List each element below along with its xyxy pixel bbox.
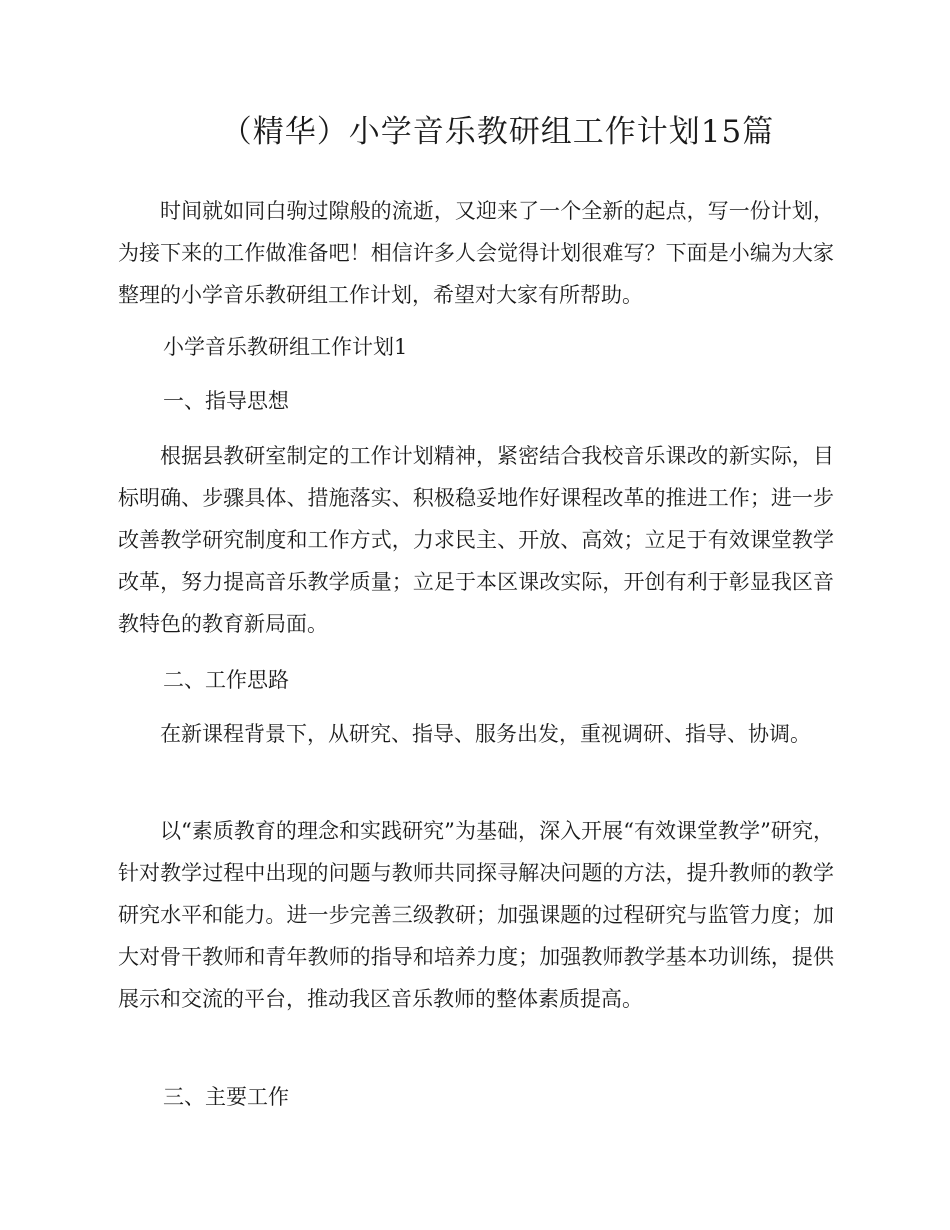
section1-paragraph: 根据县教研室制定的工作计划精神，紧密结合我校音乐课改的新实际，目标明确、步骤具体、措施落实、积极稳妥地作好课程改革的推进工作；进一步改善教学研究制度和工作方式，力求民主、开放、高效；立足于有效课堂教学改革，努力提高音乐教学质量；立足于本区课改实际，开创有利于彰显我区音教特色的教育新局面。 [118, 444, 834, 636]
section2-heading: 二、工作思路 [163, 668, 289, 692]
section1-heading: 一、指导思想 [163, 389, 289, 413]
section2-paragraph-2: 以“素质教育的理念和实践研究”为基础，深入开展“有效课堂教学”研究，针对教学过程中出现的问题与教师共同探寻解决问题的方法，提升教师的教学研究水平和能力。进一步完善三级教研；加强课题的过程研究与监管力度；加大对骨干教师和青年教师的指导和培养力度；加强教师教学基本功训练，提供展示和交流的平台，推动我区音乐教师的整体素质提高。 [118, 819, 834, 1011]
section2-paragraph-1: 在新课程背景下，从研究、指导、服务出发，重视调研、指导、协调。 [160, 722, 811, 746]
intro-paragraph: 时间就如同白驹过隙般的流逝，又迎来了一个全新的起点，写一份计划，为接下来的工作做准备吧！相信许多人会觉得计划很难写？下面是小编为大家整理的小学音乐教研组工作计划，希望对大家有所帮助。 [118, 199, 834, 307]
plan-heading: 小学音乐教研组工作计划1 [163, 335, 408, 359]
section3-heading: 三、主要工作 [163, 1085, 289, 1109]
document-title: （精华）小学音乐教研组工作计划15篇 [220, 114, 775, 150]
